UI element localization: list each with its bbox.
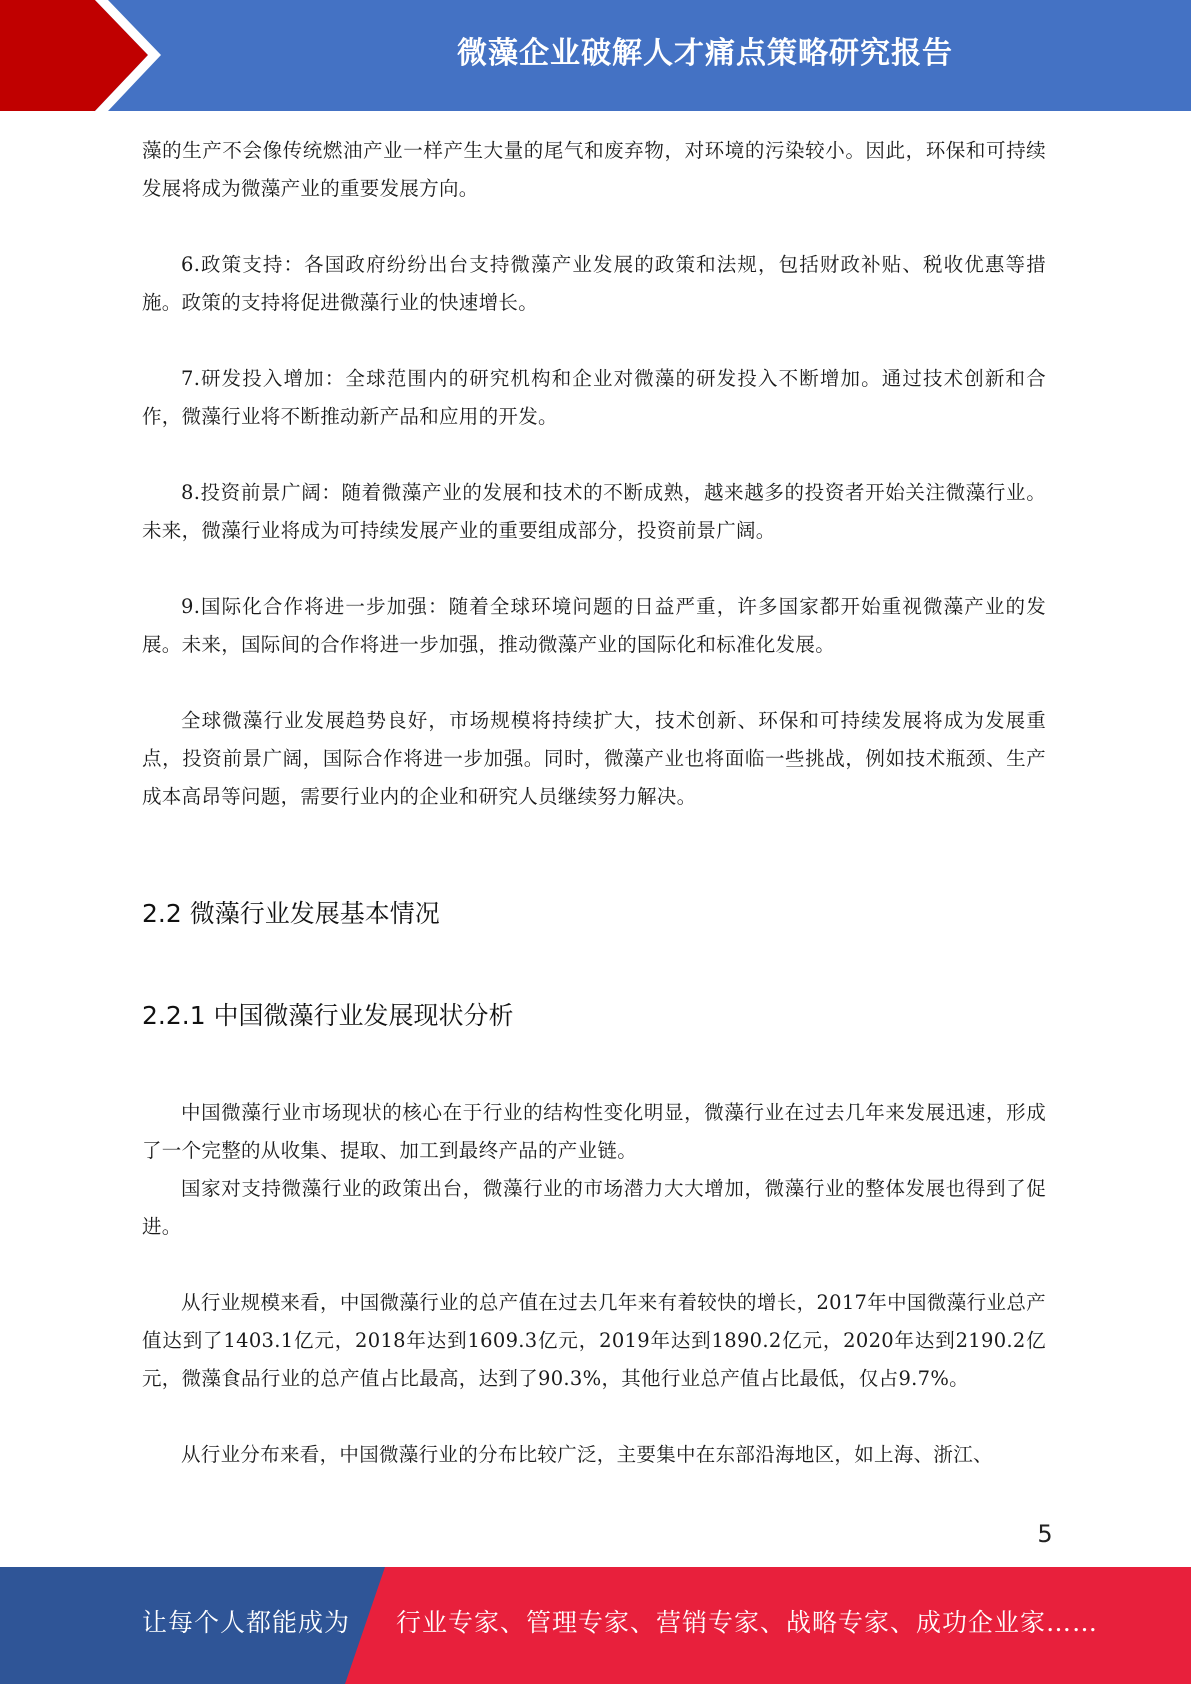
footer-slogan-left: 让每个人都能成为: [142, 1608, 351, 1637]
header-banner: [0, 0, 1191, 111]
paragraph: 6.政策支持：各国政府纷纷出台支持微藻产业发展的政策和法规，包括财政补贴、税收优惠等措施。政策的支持将促进微藻行业的快速增长。: [142, 253, 1046, 314]
footer-slogan-right: 行业专家、管理专家、营销专家、战略专家、成功企业家……: [396, 1608, 1099, 1637]
paragraph: 从行业分布来看，中国微藻行业的分布比较广泛，主要集中在东部沿海地区，如上海、浙江、: [181, 1443, 993, 1466]
document-body: [142, 132, 1046, 1474]
paragraph: 7.研发投入增加：全球范围内的研究机构和企业对微藻的研发投入不断增加。通过技术创新和合作，微藻行业将不断推动新产品和应用的开发。: [142, 367, 1046, 428]
paragraph: 8.投资前景广阔：随着微藻产业的发展和技术的不断成熟，越来越多的投资者开始关注微藻行业。未来，微藻行业将成为可持续发展产业的重要组成部分，投资前景广阔。: [142, 481, 1046, 542]
paragraph: 9.国际化合作将进一步加强：随着全球环境问题的日益严重，许多国家都开始重视微藻产业的发展。未来，国际间的合作将进一步加强，推动微藻产业的国际化和标准化发展。: [142, 595, 1046, 656]
subsection-heading: 2.2.1 中国微藻行业发展现状分析: [142, 1001, 514, 1030]
paragraph: 从行业规模来看，中国微藻行业的总产值在过去几年来有着较快的增长，2017年中国微藻行业总产值达到了1403.1亿元，2018年达到1609.3亿元，2019年达到1890.2亿元，2020年达到2190.2亿元，微藻食品行业的总产值占比最高，达到了90.3%，其他行业总产值占比最低，仅占9.7%。: [142, 1291, 1046, 1390]
paragraph: 全球微藻行业发展趋势良好，市场规模将持续扩大，技术创新、环保和可持续发展将成为发展重点，投资前景广阔，国际合作将进一步加强。同时，微藻产业也将面临一些挑战，例如技术瓶颈、生产成本高昂等问题，需要行业内的企业和研究人员继续努力解决。: [142, 709, 1046, 808]
paragraph: 中国微藻行业市场现状的核心在于行业的结构性变化明显，微藻行业在过去几年来发展迅速，形成了一个完整的从收集、提取、加工到最终产品的产业链。: [142, 1101, 1046, 1162]
section-heading: 2.2 微藻行业发展基本情况: [142, 899, 440, 928]
footer-banner: [0, 1567, 1191, 1684]
header-title: 微藻企业破解人才痛点策略研究报告: [457, 36, 953, 71]
page-number: 5: [1037, 1520, 1053, 1548]
paragraph: 国家对支持微藻行业的政策出台，微藻行业的市场潜力大大增加，微藻行业的整体发展也得到了促进。: [142, 1177, 1046, 1238]
paragraph: 藻的生产不会像传统燃油产业一样产生大量的尾气和废弃物，对环境的污染较小。因此，环保和可持续发展将成为微藻产业的重要发展方向。: [142, 139, 1046, 200]
